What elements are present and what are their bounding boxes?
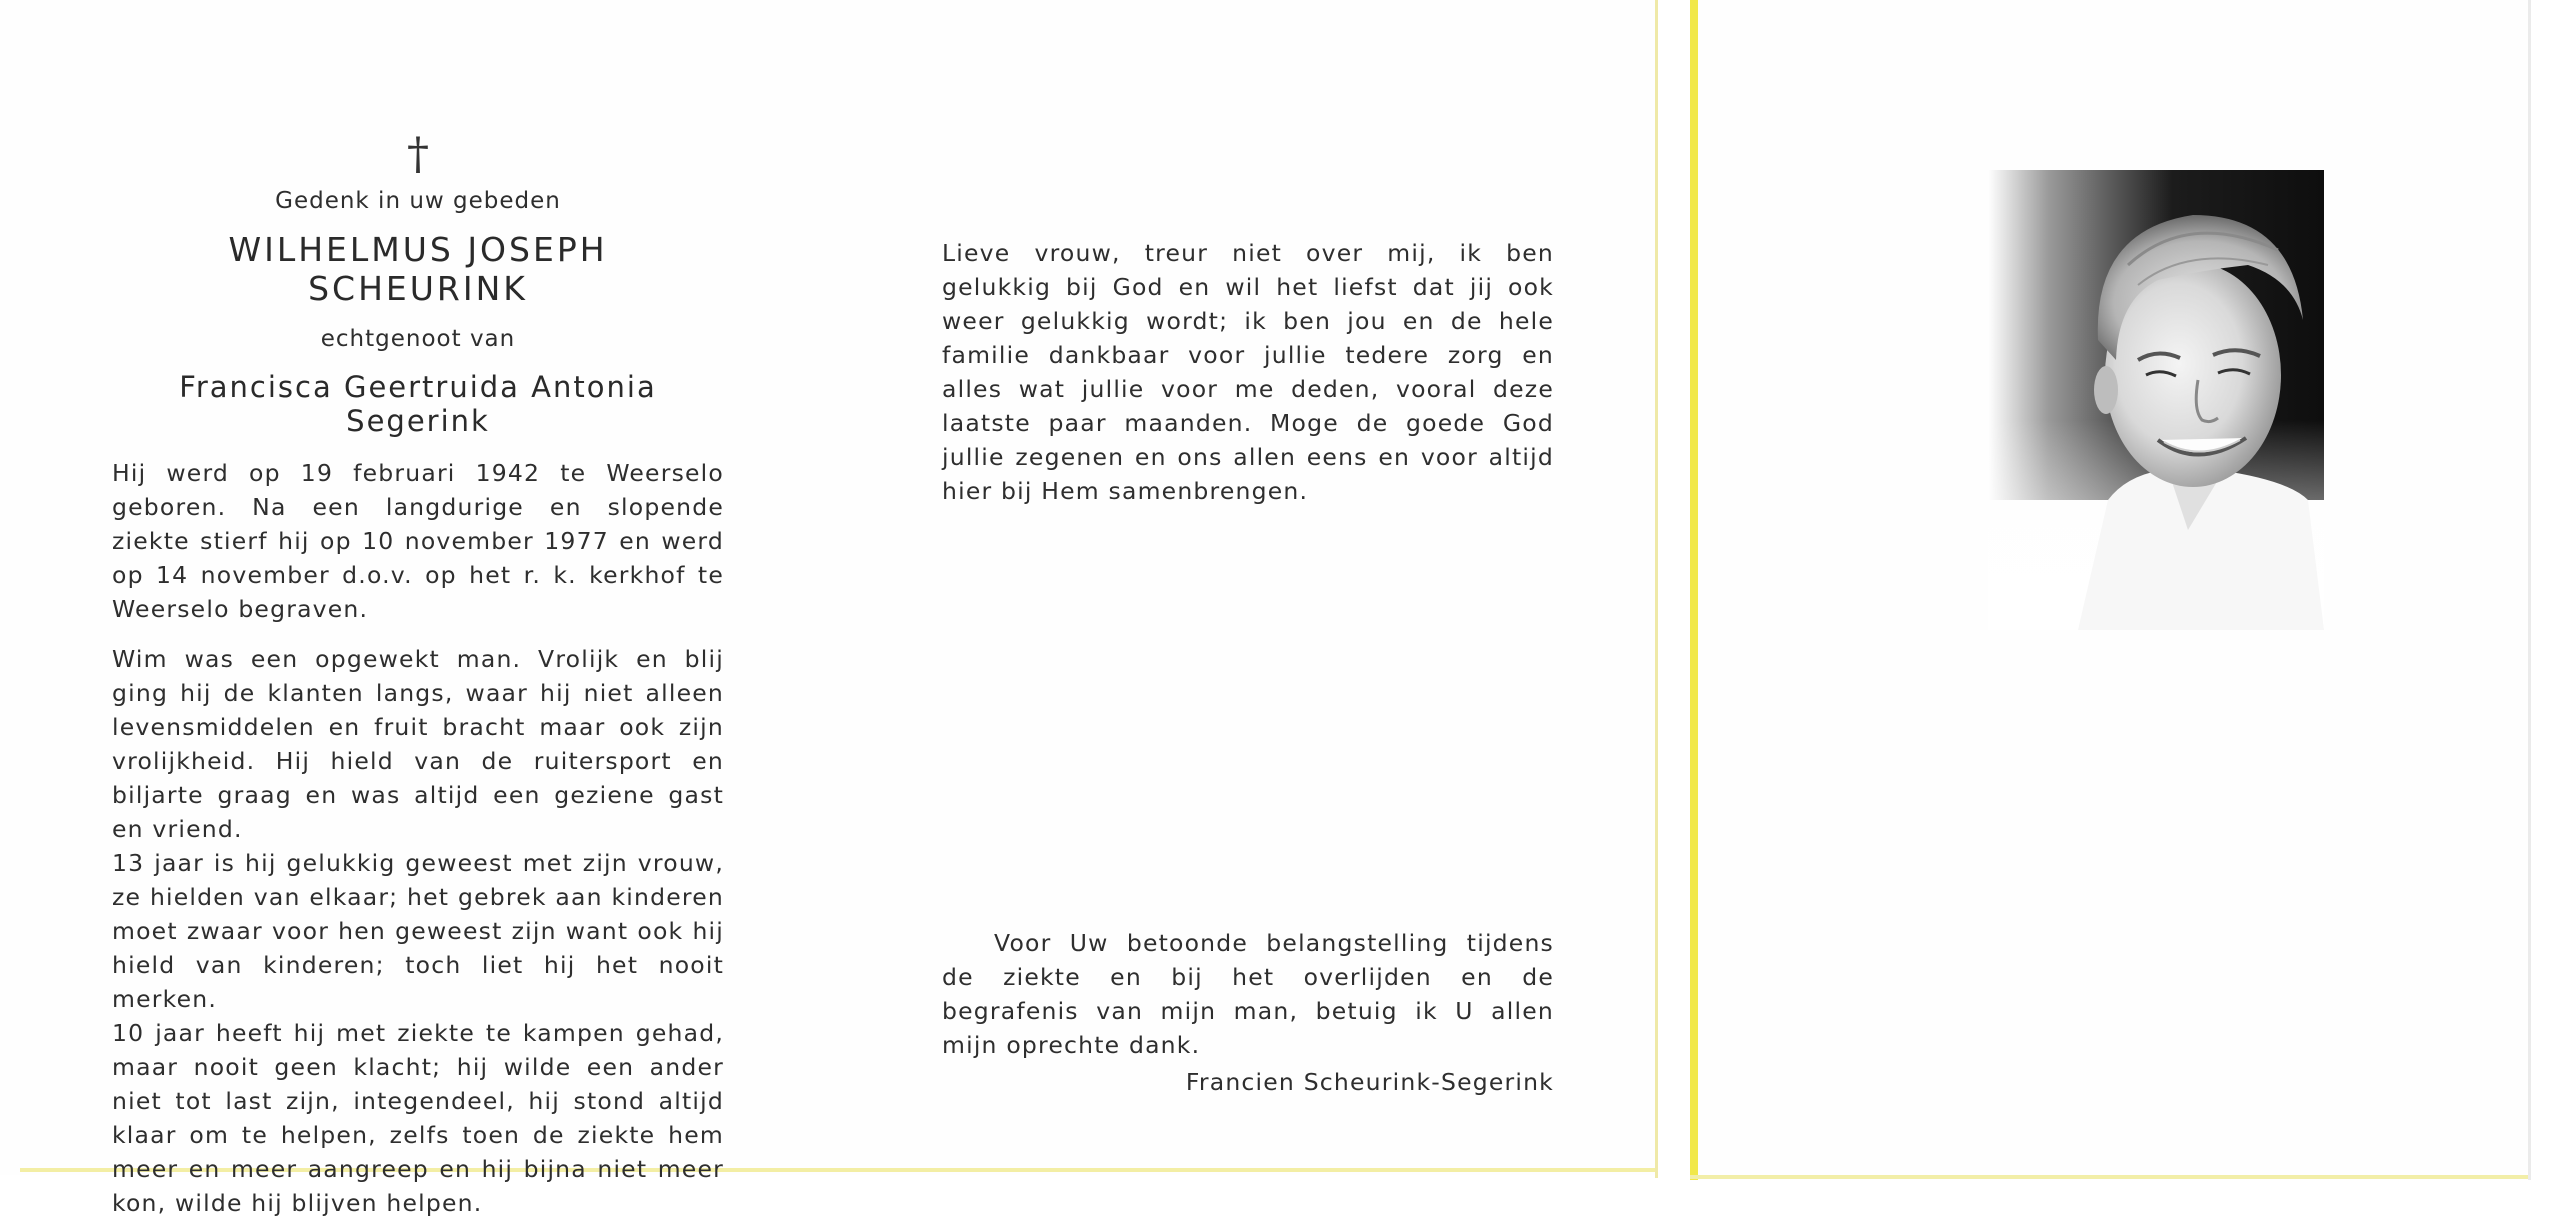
obituary-column xyxy=(112,130,724,1220)
biography-paragraph: Wim was een opgewekt man. Vrolijk en blij ging hij de klanten langs, waar hij niet alleen levensmiddelen en fruit bracht maar ook zijn vrolijkheid. Hij hield van de ruitersport en biljarte graag en was altijd een geziene gast en vriend. xyxy=(112,645,724,843)
thanks-block xyxy=(942,926,1554,1062)
biography-paragraph: 10 jaar heeft hij met ziekte te kampen gehad, maar nooit geen klacht; hij wilde een ander niet tot last zijn, integendeel, hij stond altijd klaar om te helpen, zelfs toen de ziekte hem meer en meer aangreep en hij bijna niet meer kon, wilde hij blijven helpen. xyxy=(112,1019,724,1217)
cross-icon: † xyxy=(407,129,429,180)
spouse-name: Francisca Geertruida Antonia Segerink xyxy=(179,370,657,438)
signature: Francien Scheurink-Segerink xyxy=(1185,1068,1554,1096)
intro-line: Gedenk in uw gebeden xyxy=(275,188,561,214)
card-edge xyxy=(2528,0,2531,1180)
message-block xyxy=(942,236,1554,508)
background-gap xyxy=(1658,0,1690,1200)
farewell-message: Lieve vrouw, treur niet over mij, ik ben gelukkig bij God en wil het liefst dat jij ook weer gelukkig wordt; ik ben jou en de hele familie dankbaar voor jullie tedere zorg en alles wat jullie voor me deden, vooral deze laatste paar maanden. Moge de goede God jullie zegenen en ons allen eens en voor altijd hier bij Hem samenbrengen. xyxy=(942,239,1554,505)
thanks-message: Voor Uw betoonde belangstelling tijdens de ziekte en bij het overlijden en de begrafenis van mijn man, betuig ik U allen mijn oprechte dank. xyxy=(942,929,1554,1059)
portrait-photo xyxy=(1988,170,2324,630)
biography-paragraph: Hij werd op 19 februari 1942 te Weerselo geboren. Na een langdurige en slopende ziekte stierf hij op 10 november 1977 en werd op 14 november d.o.v. op het r. k. kerkhof te Weerselo begraven. xyxy=(112,459,724,623)
spouse-label: echtgenoot van xyxy=(320,326,516,352)
card-edge xyxy=(1690,1175,2530,1179)
biography-paragraph: 13 jaar is hij gelukkig geweest met zijn vrouw, ze hielden van elkaar; het gebrek aan kinderen moet zwaar voor hen geweest zijn want ook hij hield van kinderen; toch liet hij het nooit merken. xyxy=(112,849,724,1013)
deceased-name: WILHELMUS JOSEPH SCHEURINK xyxy=(228,230,608,308)
